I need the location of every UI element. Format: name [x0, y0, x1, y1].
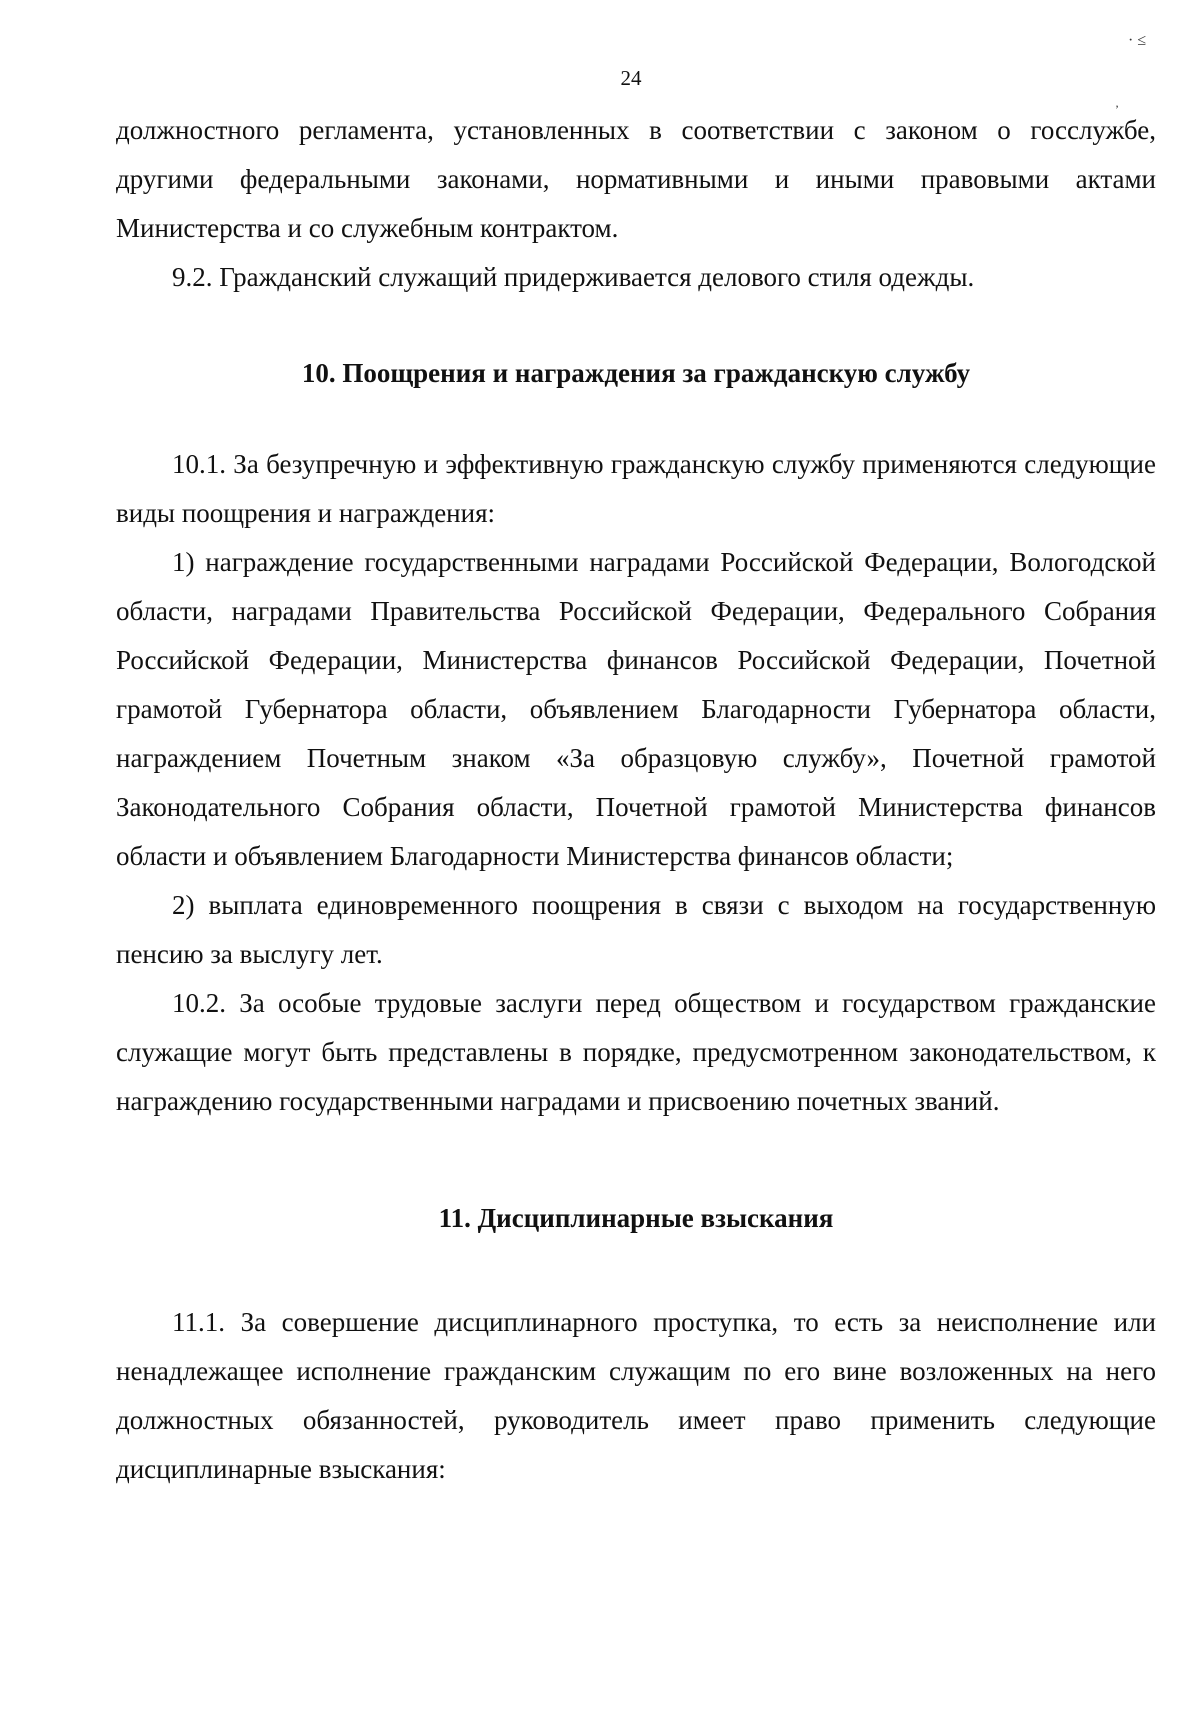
paragraph-10-1-item-1: 1) награждение государственными наградами Российской Федерации, Вологодской области, наградами Правительства Российской Федерации, Федерального Собрания Российской Федерации, Министерства финансов Российской Федерации, Почетной грамотой Губернатора области, объявлением Благодарности Губернатора области, награждением Почетным знаком «За образцовую службу», Почетной грамотой Законодательного Собрания области, Почетной грамотой Министерства финансов области и объявлением Благодарности Министерства финансов области;	[116, 547, 1156, 871]
paragraph-11-1: 11.1. За совершение дисциплинарного проступка, то есть за неисполнение или ненадлежащее исполнение гражданским служащим по его вине возложенных на него должностных обязанностей, руководитель имеет право применить следующие дисциплинарные взыскания:	[116, 1307, 1156, 1484]
scan-artifact-mark: ’	[1115, 102, 1119, 116]
paragraph-10-2: 10.2. За особые трудовые заслуги перед обществом и государством гражданские служащие могут быть представлены в порядке, предусмотренном законодательством, к награждению государственными наградами и присвоению почетных званий.	[116, 988, 1156, 1116]
section-10-heading: 10. Поощрения и награждения за гражданскую службу	[301, 358, 971, 388]
paragraph-10-1: 10.1. За безупречную и эффективную гражданскую службу применяются следующие виды поощрения и награждения:	[116, 449, 1156, 528]
paragraph-continuation: должностного регламента, установленных в соответствии с законом о госслужбе, другими федеральными законами, нормативными и иными правовыми актами Министерства и со служебным контрактом.	[116, 115, 1156, 243]
page-number: 24	[620, 66, 642, 90]
section-11-heading: 11. Дисциплинарные взыскания	[438, 1203, 834, 1233]
paragraph-10-1-item-2: 2) выплата единовременного поощрения в связи с выходом на государственную пенсию за выслугу лет.	[116, 890, 1156, 969]
document-body	[116, 106, 1156, 1494]
scan-artifact-mark: · ≤	[1128, 32, 1147, 49]
paragraph-9-2: 9.2. Гражданский служащий придерживается делового стиля одежды.	[172, 262, 975, 292]
